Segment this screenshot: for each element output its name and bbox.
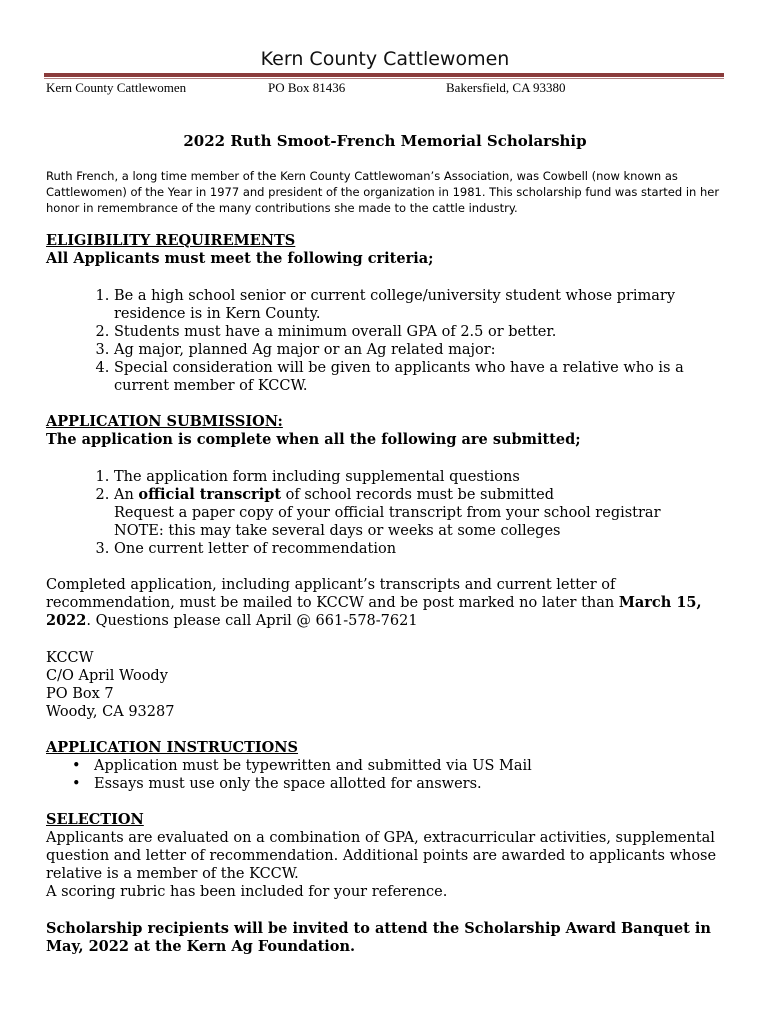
item-text: Request a paper copy of your official transcript from your school registrar	[114, 505, 661, 521]
submission-heading: APPLICATION SUBMISSION:	[46, 413, 283, 430]
list-item	[70, 757, 720, 775]
list-item: 4. Special consideration will be given to applicants who have a relative who is a current member of KCCW.	[114, 359, 720, 395]
list-item: 1. Be a high school senior or current college/university student whose primary residence is in Kern County.	[114, 287, 720, 323]
selection-section	[46, 811, 726, 901]
header-rule	[44, 73, 724, 77]
document-title: 2022 Ruth Smoot-French Memorial Scholarship	[183, 132, 587, 150]
address-line: PO Box 7	[46, 686, 114, 702]
list-item: 3. Ag major, planned Ag major or an Ag related major:	[114, 341, 720, 359]
eligibility-subheading: All Applicants must meet the following criteria;	[46, 250, 434, 267]
item-text: of school records must be submitted	[281, 487, 554, 503]
submission-section	[46, 413, 726, 449]
bullet-icon: •	[72, 776, 81, 792]
submission-list	[90, 468, 720, 558]
eligibility-list	[90, 287, 720, 395]
city-address: Bakersfield, CA 93380	[446, 80, 566, 95]
list-item	[114, 486, 720, 540]
item-text: Essays must use only the space allotted for answers.	[94, 776, 482, 792]
official-transcript-text: official transcript	[138, 486, 282, 503]
selection-text: Applicants are evaluated on a combination of GPA, extracurricular activities, supplemental question and letter of recommendation. Additional points are awarded to applicants whose relative is a member of the KCCW.	[46, 830, 717, 882]
item-text: An	[114, 487, 139, 503]
item-text: NOTE: this may take several days or weeks at some colleges	[114, 523, 561, 539]
address-line: C/O April Woody	[46, 668, 168, 684]
po-box: PO Box 81436	[268, 80, 346, 95]
org-title: Kern County Cattlewomen	[260, 48, 510, 70]
mailing-address	[46, 649, 726, 721]
list-item: 3. One current letter of recommendation	[114, 540, 720, 558]
header-rule-thin	[44, 78, 724, 79]
mailing-text-tail: . Questions please call April @ 661-578-7621	[86, 613, 418, 629]
list-item: 1. The application form including supplemental questions	[114, 468, 720, 486]
eligibility-section	[46, 232, 726, 268]
deadline-text: March 15, 2022	[46, 594, 702, 629]
closing-statement: Scholarship recipients will be invited to attend the Scholarship Award Banquet in May, 2022 at the Kern Ag Foundation.	[46, 920, 711, 955]
item-text: Application must be typewritten and submitted via US Mail	[94, 758, 532, 774]
list-item	[70, 775, 720, 793]
instructions-list	[70, 757, 720, 793]
list-item: 2. Students must have a minimum overall GPA of 2.5 or better.	[114, 323, 720, 341]
submission-subheading: The application is complete when all the following are submitted;	[46, 431, 581, 448]
instructions-section	[46, 739, 726, 757]
address-line: KCCW	[46, 650, 94, 666]
eligibility-heading: ELIGIBILITY REQUIREMENTS	[46, 232, 296, 249]
org-name: Kern County Cattlewomen	[46, 80, 187, 95]
bullet-icon: •	[72, 758, 81, 774]
selection-text-2: A scoring rubric has been included for your reference.	[46, 884, 448, 900]
address-line: Woody, CA 93287	[46, 704, 175, 720]
mailing-paragraph	[46, 576, 726, 630]
mailing-text: Completed application, including applicant’s transcripts and current letter of recommendation, must be mailed to KCCW and be post marked no later than	[46, 577, 619, 611]
instructions-heading: APPLICATION INSTRUCTIONS	[46, 739, 299, 756]
intro-paragraph: Ruth French, a long time member of the Kern County Cattlewoman’s Association, was Cowbell (now known as Cattlewomen) of the Year in 1977 and president of the organization in 1981. This scholarship fund was started in her honor in remembrance of the many contributions she made to the cattle industry.	[46, 169, 720, 215]
selection-heading: SELECTION	[46, 811, 144, 828]
